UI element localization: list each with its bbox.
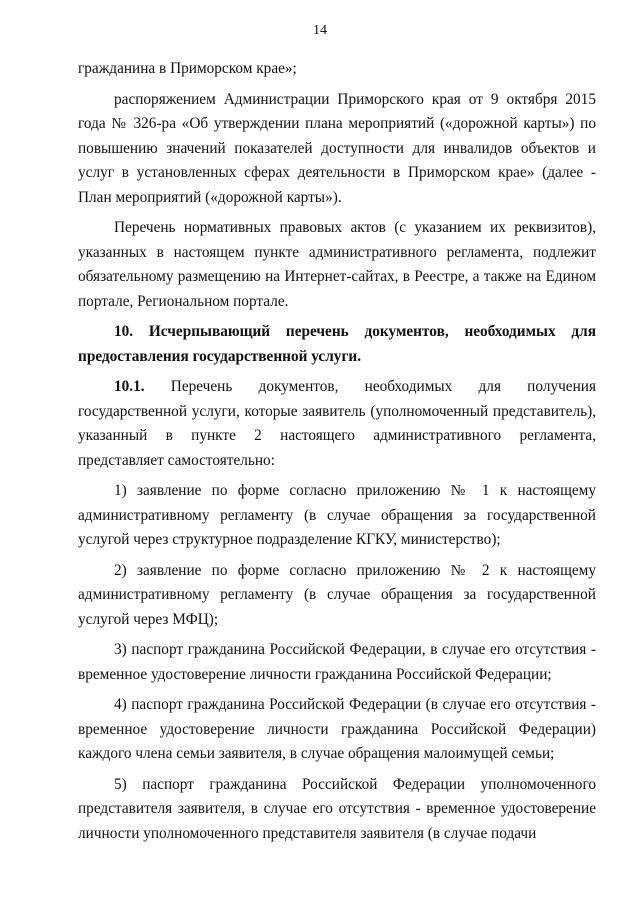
paragraph-legal-acts-list: Перечень нормативных правовых актов (с указанием их реквизитов), указанных в настоящем пункте административного регламента, подлежит обязательному размещению на Интернет-сайтах, в Реестре, а также на Едином портале, Региональном портале.	[78, 219, 596, 310]
list-item-1: 1) заявление по форме согласно приложению № 1 к настоящему административному регламенту (в случае обращения за государственной услугой через структурное подразделение КГКУ, министерство);	[78, 482, 596, 548]
paragraph-10-1	[78, 375, 596, 473]
list-item-3: 3) паспорт гражданина Российской Федерации, в случае его отсутствия - временное удостоверение личности гражданина Российской Федерации;	[78, 641, 596, 683]
list-item-4: 4) паспорт гражданина Российской Федерации (в случае его отсутствия - временное удостоверение личности гражданина Российской Федерации) каждого члена семьи заявителя, в случае обращения малоимущей семьи;	[78, 696, 596, 762]
clause-number-10-1: 10.1.	[114, 378, 145, 395]
section-heading-10: 10. Исчерпывающий перечень документов, необходимых для предоставления государственной услуги.	[78, 323, 596, 365]
paragraph-order-reference: распоряжением Администрации Приморского края от 9 октября 2015 года № 326-ра «Об утверждении плана мероприятий («дорожной карты») по повышению значений показателей доступности для инвалидов объектов и услуг в установленных сферах деятельности в Приморском крае» (далее - План мероприятий («дорожной карты»).	[78, 90, 596, 206]
clause-text-10-1: Перечень документов, необходимых для получения государственной услуги, которые заявитель (уполномоченный представитель), указанный в пункте 2 настоящего административного регламента, представляет самостоятельно:	[78, 378, 596, 469]
list-item-5: 5) паспорт гражданина Российской Федерации уполномоченного представителя заявителя, в случае его отсутствия - временное удостоверение личности уполномоченного представителя заявителя (в случае подачи	[78, 775, 596, 842]
page-number: 14	[313, 23, 327, 38]
list-item-2: 2) заявление по форме согласно приложению № 2 к настоящему административному регламенту (в случае обращения за государственной услугой через МФЦ);	[78, 561, 596, 628]
document-body	[78, 57, 596, 852]
paragraph-continuation: гражданина в Приморском крае»;	[78, 60, 297, 77]
